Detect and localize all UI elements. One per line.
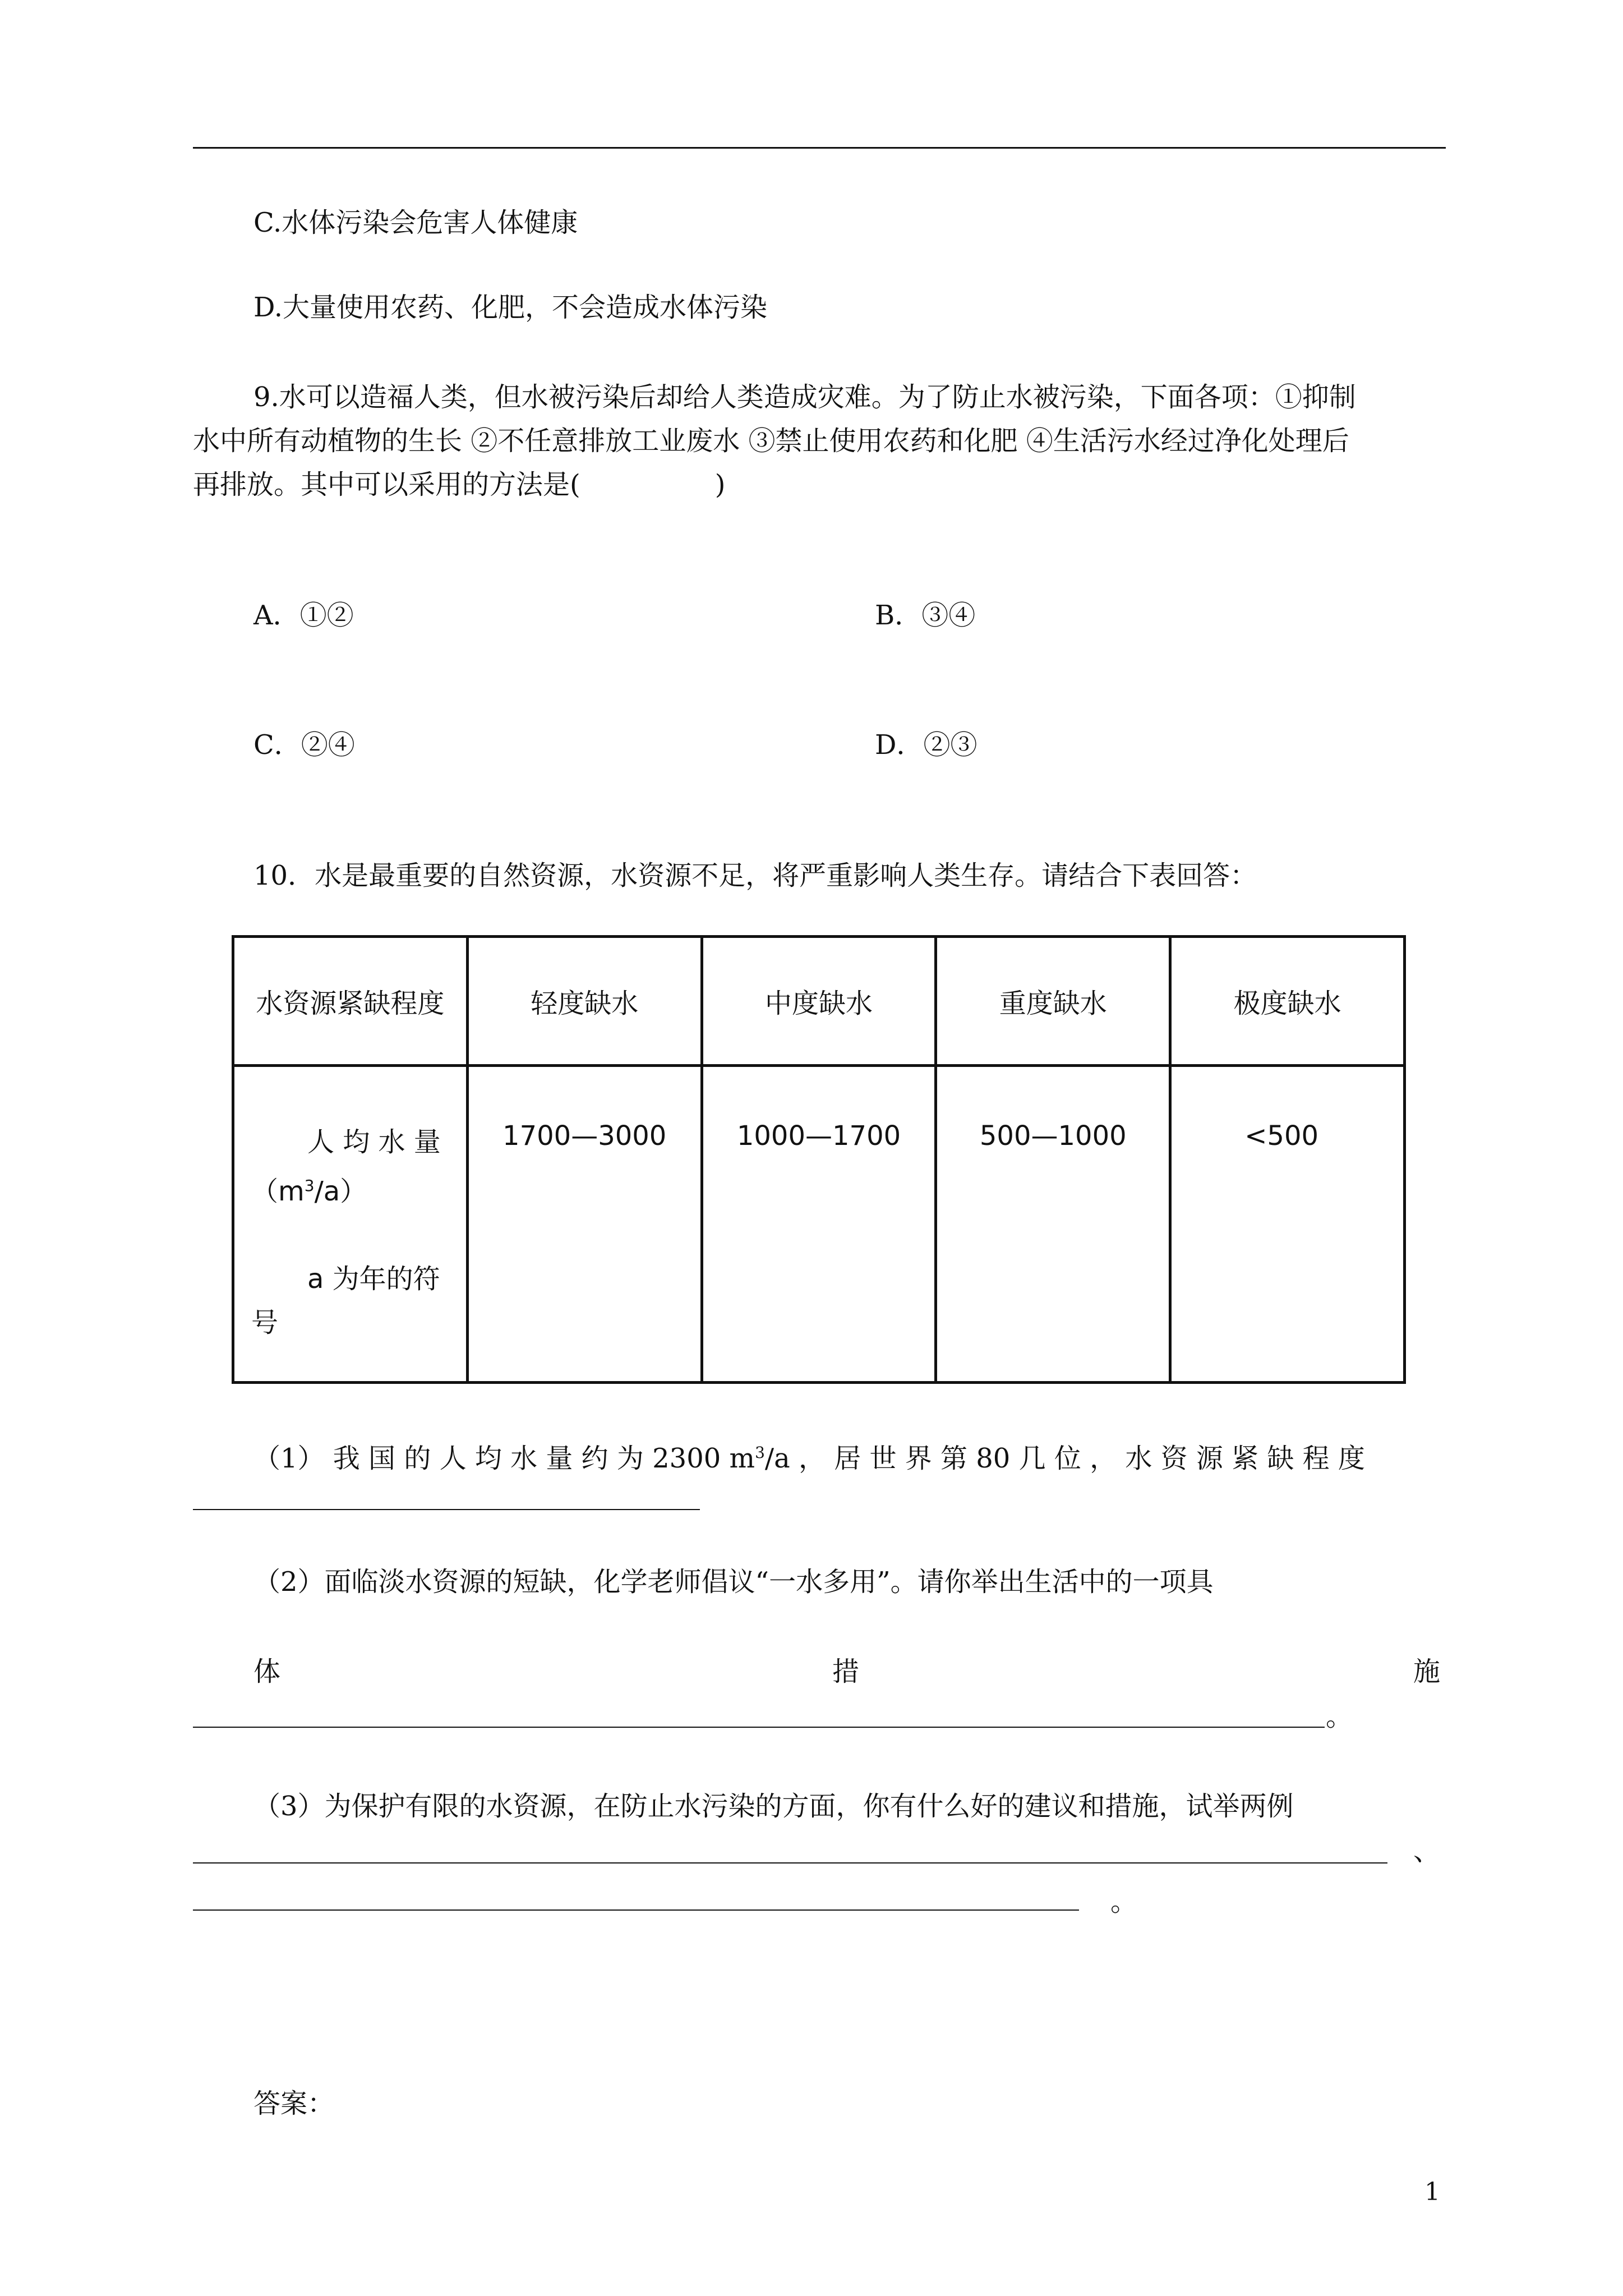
row-label-line2: $(m^3/a)$	[251, 1176, 367, 1207]
row-label-cell	[233, 1066, 468, 1383]
row-label-line4: 号	[251, 1307, 279, 1338]
answer-blank-1[interactable]	[193, 1509, 700, 1510]
q9-line3: 再排放。其中可以采用的方法是( )	[193, 469, 726, 500]
q9-option-a: A．①②	[253, 600, 354, 631]
q10-sub3-sep: 、	[1413, 1835, 1441, 1867]
header-cell: 中度缺水	[702, 937, 936, 1066]
page-number: 1	[1424, 2178, 1440, 2206]
q9-line2: 水中所有动植物的生长 ②不任意排放工业废水 ③禁止使用农药和化肥 ④生活污水经过净化处理后	[193, 425, 1349, 457]
table-header-row	[233, 937, 1405, 1066]
row-label-line3: a 为年的符	[307, 1263, 440, 1295]
table-row	[233, 1066, 1405, 1383]
option-d-prev: D.大量使用农药、化肥，不会造成水体污染	[253, 292, 768, 323]
answer-blank-3b[interactable]	[193, 1910, 1079, 1911]
q10-sub3-period: 。	[1110, 1886, 1138, 1917]
q9-option-d: D．②③	[875, 729, 978, 761]
q10-sub2-word-shi: 施	[1413, 1656, 1441, 1687]
answer-blank-2[interactable]	[193, 1727, 1325, 1728]
q9-line1: 9.水可以造福人类，但水被污染后却给人类造成灾难。为了防止水被污染，下面各项：①抑制	[253, 381, 1356, 413]
q10-sub2-word-ti: 体	[253, 1656, 281, 1687]
q10-sub2-period: 。	[1326, 1701, 1353, 1732]
q10-sub2-line1: （2）面临淡水资源的短缺，化学老师倡议“一水多用”。请你举出生活中的一项具	[253, 1566, 1214, 1598]
header-cell: 水资源紧缺程度	[233, 937, 468, 1066]
value-cell: 500—1000	[936, 1066, 1170, 1383]
header-cell: 极度缺水	[1170, 937, 1405, 1066]
q10-sub2-word-cuo: 措	[832, 1656, 860, 1687]
value-cell: 1700—3000	[467, 1066, 702, 1383]
option-c-prev: C.水体污染会危害人体健康	[253, 207, 578, 238]
q10-intro: 10．水是最重要的自然资源，水资源不足，将严重影响人类生存。请结合下表回答：	[253, 860, 1257, 891]
header-cell: 重度缺水	[936, 937, 1170, 1066]
q9-option-b: B．③④	[875, 600, 976, 631]
value-cell: <500	[1170, 1066, 1405, 1383]
header-cell: 轻度缺水	[467, 937, 702, 1066]
header-rule	[193, 147, 1446, 149]
answer-label: 答案：	[253, 2088, 335, 2119]
row-label-line1: 人 均 水 量	[307, 1126, 441, 1158]
q10-sub3-line1: （3）为保护有限的水资源，在防止水污染的方面，你有什么好的建议和措施，试举两例	[253, 1791, 1294, 1822]
value-cell: 1000—1700	[702, 1066, 936, 1383]
q9-option-c: C．②④	[253, 729, 355, 761]
water-scarcity-table	[232, 935, 1406, 1384]
answer-blank-3a[interactable]	[193, 1862, 1387, 1864]
q10-sub1-text: （1） 我 国 的 人 均 水 量 约 为 2300 $m^3/a$ ， 居 世 界 第 80 几 位 ， 水 资 源 紧 缺 程 度	[253, 1443, 1365, 1474]
